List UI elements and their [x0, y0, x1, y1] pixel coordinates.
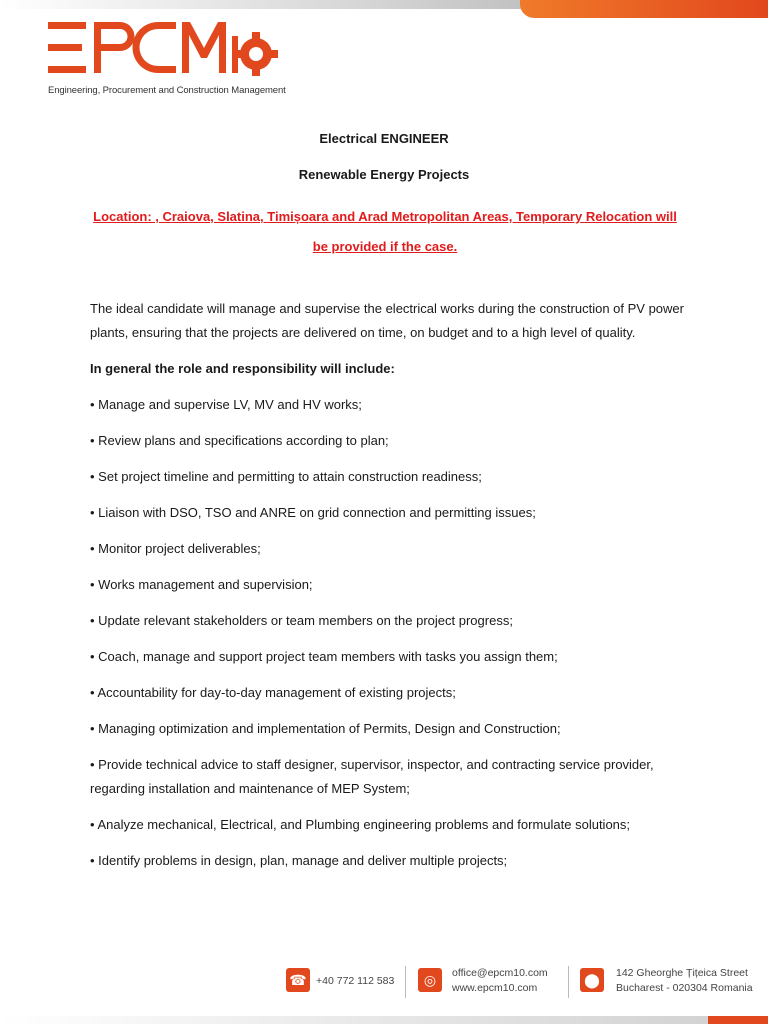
address-line2: Bucharest - 020304 Romania	[616, 982, 753, 994]
list-item: • Managing optimization and implementation of Permits, Design and Construction;	[90, 721, 561, 736]
list-item: • Liaison with DSO, TSO and ANRE on grid connection and permitting issues;	[90, 505, 536, 520]
footer-divider	[405, 966, 406, 998]
website-link[interactable]: www.epcm10.com	[452, 982, 538, 994]
list-item: • Coach, manage and support project team members with tasks you assign them;	[90, 649, 558, 664]
list-item: • Provide technical advice to staff designer, supervisor, inspector, and contracting service provider, regarding installation and maintenance of MEP System;	[90, 757, 654, 796]
globe-icon: ◎	[418, 968, 442, 992]
footer-divider	[568, 966, 569, 998]
list-item: • Accountability for day-to-day management of existing projects;	[90, 685, 456, 700]
list-item: • Update relevant stakeholders or team members on the project progress;	[90, 613, 513, 628]
footer-band-gray	[0, 1016, 768, 1024]
email-link[interactable]: office@epcm10.com	[452, 967, 548, 979]
job-location: Location: , Craiova, Slatina, Timișoara and Arad Metropolitan Areas, Temporary Relocation will be provided if the case.	[93, 209, 677, 254]
header-band-orange	[520, 0, 768, 18]
job-subtitle: Renewable Energy Projects	[298, 167, 470, 182]
logo-tagline: Engineering, Procurement and Construction Management	[48, 85, 286, 96]
list-item: • Works management and supervision;	[90, 577, 313, 592]
footer-band-orange	[708, 1016, 768, 1024]
header-band-gray	[0, 0, 560, 9]
contact-footer	[0, 960, 768, 1010]
list-item: • Set project timeline and permitting to attain construction readiness;	[90, 469, 482, 484]
location-pin-icon: ⬤	[580, 968, 604, 992]
job-description	[90, 297, 690, 885]
responsibilities-heading: In general the role and responsibility will include:	[90, 361, 395, 376]
list-item: • Identify problems in design, plan, manage and deliver multiple projects;	[90, 853, 508, 868]
list-item: • Analyze mechanical, Electrical, and Plumbing engineering problems and formulate solutions;	[90, 817, 631, 832]
address-line1: 142 Gheorghe Țițeica Street	[616, 967, 748, 979]
phone-number[interactable]: +40 772 112 583	[316, 975, 395, 987]
intro-paragraph: The ideal candidate will manage and supervise the electrical works during the construction of PV power plants, ensuring that the projects are delivered on time, on budget and to a high level of quality.	[90, 301, 684, 340]
list-item: • Manage and supervise LV, MV and HV works;	[90, 397, 362, 412]
list-item: • Monitor project deliverables;	[90, 541, 261, 556]
phone-icon: ☎	[286, 968, 310, 992]
list-item: • Review plans and specifications according to plan;	[90, 433, 389, 448]
job-title: Electrical ENGINEER	[319, 131, 449, 146]
